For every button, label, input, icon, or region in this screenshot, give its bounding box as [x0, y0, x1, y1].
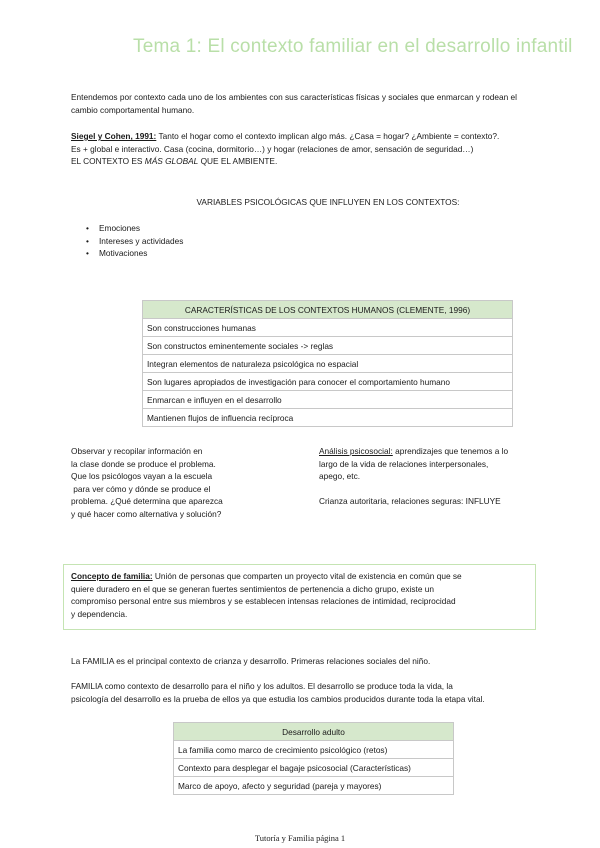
left-line: Observar y recopilar información en	[71, 446, 203, 456]
analysis-line-1: aprendizajes que tenemos a lo	[392, 446, 509, 456]
left-line: y qué hacer como alternativa y solución?	[71, 508, 222, 519]
page-title: Tema 1: El contexto familiar en el desarrollo infantil	[133, 36, 573, 57]
table-cell: Contexto para desplegar el bagaje psicosocial (Características)	[174, 759, 454, 777]
analysis-line-3: apego, etc.	[319, 471, 361, 482]
table-header-row	[143, 301, 513, 319]
table-row	[143, 391, 513, 409]
family-concept-label: Concepto de familia:	[71, 571, 153, 581]
family-concept-line-1: Unión de personas que comparten un proyecto vital de existencia en común que se	[152, 571, 462, 581]
table-cell: La familia como marco de crecimiento psicológico (retos)	[174, 741, 454, 759]
siegel-line-3a: EL CONTEXTO ES	[71, 156, 145, 167]
table-row	[143, 355, 513, 373]
list-item: • Intereses y actividades	[86, 235, 183, 248]
characteristics-table	[142, 300, 513, 427]
table-row	[174, 759, 454, 777]
family-concept-line-4: y dependencia.	[71, 608, 128, 619]
intro-paragraph	[71, 91, 596, 116]
siegel-line-1: Tanto el hogar como el contexto implican algo más. ¿Casa = hogar? ¿Ambiente = contexto?.	[156, 131, 500, 141]
siegel-paragraph	[71, 130, 596, 168]
table-cell: Son lugares apropiados de investigación para conocer el comportamiento humano	[143, 373, 513, 391]
familia-paragraph-1: La FAMILIA es el principal contexto de crianza y desarrollo. Primeras relaciones sociales del niño.	[71, 656, 431, 666]
right-column	[319, 445, 579, 508]
left-line: Que los psicólogos vayan a la escuela	[71, 471, 213, 482]
left-line: problema. ¿Qué determina que aparezca	[71, 496, 223, 507]
table-cell: Mantienen flujos de influencia recíproca	[143, 409, 513, 427]
table-cell: Enmarcan e influyen en el desarrollo	[143, 391, 513, 409]
analysis-label: Análisis psicosocial:	[319, 446, 393, 456]
siegel-line-2: Es + global e interactivo. Casa (cocina, dormitorio…) y hogar (relaciones de amor, sensación de seguridad…)	[71, 143, 474, 154]
familia-p2-line-1: FAMILIA como contexto de desarrollo para el niño y los adultos. El desarrollo se produce toda la vida, la	[71, 681, 453, 691]
table-row	[174, 777, 454, 795]
left-column	[71, 445, 301, 521]
familia-p2-line-2: psicología del desarrollo es la prueba de ellos ya que estudia los cambios producidos durante toda la etapa vital.	[71, 693, 485, 704]
left-line: para ver cómo y dónde se produce el	[71, 483, 211, 494]
family-concept-line-3: compromiso personal entre sus miembros y se establecen intensas relaciones de intimidad, reciprocidad	[71, 596, 456, 607]
table-row	[143, 409, 513, 427]
siegel-line-3c: QUE EL AMBIENTE.	[198, 156, 278, 167]
siegel-author: Siegel y Cohen, 1991:	[71, 131, 157, 141]
left-line: la clase donde se produce el problema.	[71, 458, 216, 469]
table-cell: Son construcciones humanas	[143, 319, 513, 337]
table-row	[143, 373, 513, 391]
intro-line-2: cambio comportamental humano.	[71, 104, 195, 115]
intro-line-1: Entendemos por contexto cada uno de los ambientes con sus características físicas y sociales que enmarcan y rodean el	[71, 92, 517, 102]
table-cell: Marco de apoyo, afecto y seguridad (pareja y mayores)	[174, 777, 454, 795]
list-item: • Emociones	[86, 222, 183, 235]
table-row	[174, 741, 454, 759]
variables-heading: VARIABLES PSICOLÓGICAS QUE INFLUYEN EN LOS CONTEXTOS:	[196, 197, 460, 207]
table-cell: Son constructos eminentemente sociales -> reglas	[143, 337, 513, 355]
table-row	[143, 337, 513, 355]
table-header-row	[174, 723, 454, 741]
table-cell: Integran elementos de naturaleza psicológica no espacial	[143, 355, 513, 373]
table-header: CARACTERÍSTICAS DE LOS CONTEXTOS HUMANOS (CLEMENTE, 1996)	[143, 301, 513, 319]
family-concept	[71, 570, 531, 620]
analysis-line-2: largo de la vida de relaciones interpersonales,	[319, 458, 489, 469]
familia-paragraph-2	[71, 680, 596, 705]
page-footer: Tutoría y Familia página 1	[254, 833, 346, 843]
table-row	[143, 319, 513, 337]
table-header: Desarrollo adulto	[174, 723, 454, 741]
siegel-line-3b: MÁS GLOBAL	[144, 156, 199, 167]
analysis-line-4: Crianza autoritaria, relaciones seguras: INFLUYE	[319, 496, 501, 507]
variables-list	[86, 222, 183, 260]
family-concept-line-2: quiere duradero en el que se generan fuertes sentimientos de pertenencia a dicho grupo, existe un	[71, 583, 435, 594]
list-item: • Motivaciones	[86, 247, 183, 260]
adult-development-table	[173, 722, 454, 795]
